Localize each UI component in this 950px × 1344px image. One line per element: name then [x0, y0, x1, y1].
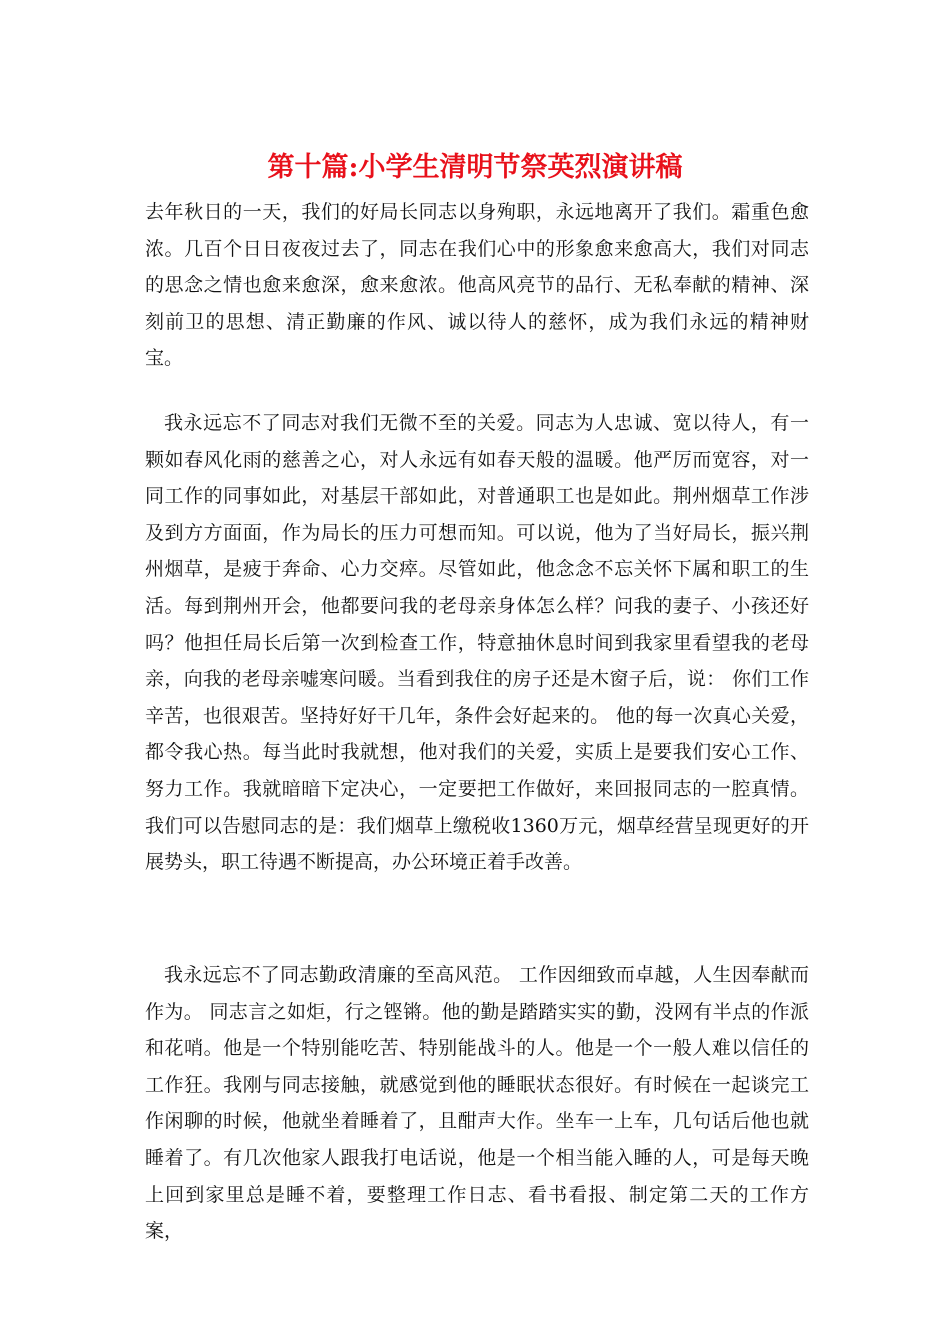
paragraph-1: 去年秋日的一天，我们的好局长同志以身殉职，永远地离开了我们。霜重色愈浓。几百个日日夜夜过去了，同志在我们心中的形象愈来愈高大，我们对同志的思念之情也愈来愈深，愈来愈浓。他高风亮节的品行、无私奉献的精神、深刻前卫的思想、清正勤廉的作风、诚以待人的慈怀，成为我们永远的精神财宝。	[145, 201, 809, 370]
paragraph-2: 我永远忘不了同志对我们无微不至的关爱。同志为人忠诚、宽以待人，有一颗如春风化雨的慈善之心，对人永远有如春天般的温暖。他严厉而宽容，对一同工作的同事如此，对基层干部如此，对普通职工也是如此。荆州烟草工作涉及到方方面面，作为局长的压力可想而知。可以说，他为了当好局长，振兴荆州烟草，是疲于奔命、心力交瘁。尽管如此，他念念不忘关怀下属和职工的生活。每到荆州开会，他都要问我的老母亲身体怎么样？问我的妻子、小孩还好吗？他担任局长后第一次到检查工作，特意抽休息时间到我家里看望我的老母亲，向我的老母亲嘘寒问暖。当看到我住的房子还是木窗子后，说： 你们工作辛苦，也很艰苦。坚持好好干几年，条件会好起来的。 他的每一次真心关爱，都令我心热。每当此时我就想，他对我们的关爱，实质上是要我们安心工作、努力工作。我就暗暗下定决心，一定要把工作做好，来回报同志的一腔真情。我们可以告慰同志的是：我们烟草上缴税收1360万元，烟草经营呈现更好的开展势头，职工待遇不断提高，办公环境正着手改善。	[145, 412, 809, 874]
paragraph-3: 我永远忘不了同志勤政清廉的至高风范。 工作因细致而卓越，人生因奉献而作为。 同志言之如炬，行之铿锵。他的勤是踏踏实实的勤，没网有半点的作派和花哨。他是一个特别能吃苦、特别能战斗的人。他是一个一般人难以信任的工作狂。我刚与同志接触，就感觉到他的睡眠状态很好。有时候在一起谈完工作闲聊的时候，他就坐着睡着了，且酣声大作。坐车一上车，几句话后他也就睡着了。有几次他家人跟我打电话说，他是一个相当能入睡的人，可是每天晚上回到家里总是睡不着，要整理工作日志、看书看报、制定第二天的工作方案，	[145, 964, 809, 1243]
document-title: 第十篇:小学生清明节祭英烈演讲稿	[267, 152, 683, 183]
